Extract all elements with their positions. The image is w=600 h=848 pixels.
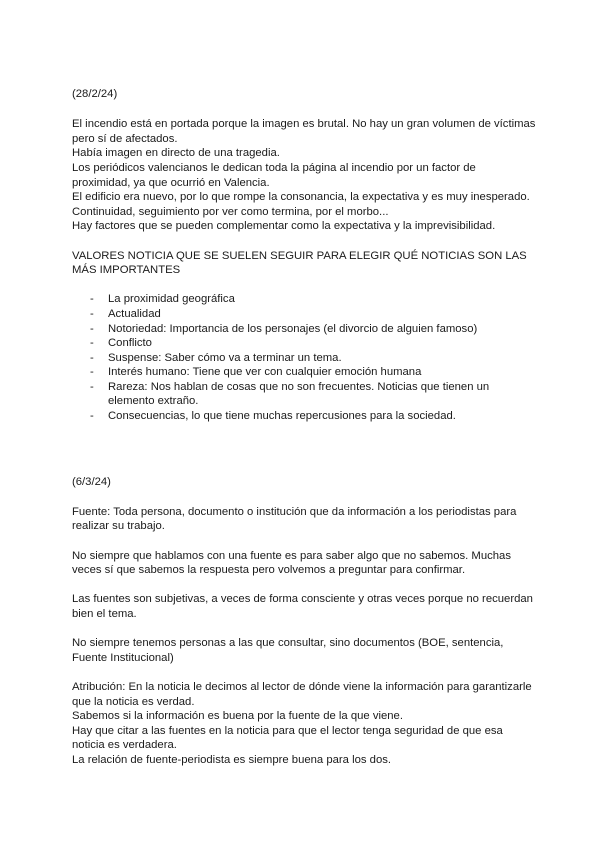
paragraph-no-siempre-2: No siempre tenemos personas a las que consultar, sino documentos (BOE, sentencia, Fuente Institucional) bbox=[72, 637, 504, 664]
paragraph-line: Había imagen en directo de una tragedia. bbox=[72, 147, 280, 160]
section-2 bbox=[72, 475, 532, 768]
bullet-dash: - bbox=[90, 322, 94, 335]
bullet-dash: - bbox=[90, 337, 94, 350]
paragraph-no-siempre-1: No siempre que hablamos con una fuente es para saber algo que no sabemos. Muchas veces sí que sabemos la respuesta pero volvemos a preguntar para confirmar. bbox=[72, 549, 511, 577]
section-1 bbox=[72, 87, 536, 424]
paragraph-atribucion: Atribución: En la noticia le decimos al lector de dónde viene la información para garantizarle que la noticia es verdad. Sabemos si la información es buena por la fuente de la que viene. Hay que citar a las fuentes en la noticia para que el lector tenga seguridad de que esa noticia es verdadera. La relación de fuente-periodista es siempre buena para los dos. bbox=[72, 680, 532, 766]
bullet-dash: - bbox=[90, 380, 94, 393]
list-item: - Notoriedad: Importancia de los personajes (el divorcio de alguien famoso) bbox=[90, 322, 478, 335]
list-item: - La proximidad geográfica bbox=[90, 293, 235, 306]
heading-line: MÁS IMPORTANTES bbox=[72, 264, 181, 277]
bullet-dash: - bbox=[90, 410, 94, 423]
paragraph-subjetivas: Las fuentes son subjetivas, a veces de forma consciente y otras veces porque no recuerdan bien el tema. bbox=[72, 593, 533, 620]
news-values-heading bbox=[72, 249, 532, 278]
paragraph-line: Los periódicos valencianos le dedican toda la página al incendio por un factor de bbox=[72, 161, 476, 174]
paragraph-line: Continuidad, seguimiento por ver como termina, por el morbo... bbox=[72, 205, 389, 218]
section-2-date: (6/3/24) bbox=[72, 475, 111, 488]
heading-line: VALORES NOTICIA QUE SE SUELEN SEGUIR PARA ELEGIR QUÉ NOTICIAS SON LAS bbox=[72, 249, 527, 262]
bullet-dash: - bbox=[90, 366, 94, 379]
paragraph-line: El incendio está en portada porque la imagen es brutal. No hay un gran volumen de víctimas bbox=[72, 118, 536, 131]
list-item: - Actualidad bbox=[90, 307, 161, 320]
paragraph-line: Hay factores que se pueden complementar como la expectativa y la imprevisibilidad. bbox=[72, 220, 496, 233]
bullet-dash: - bbox=[90, 351, 94, 364]
section-1-date: (28/2/24) bbox=[72, 88, 118, 100]
list-item: - Suspense: Saber cómo va a terminar un tema. bbox=[90, 351, 342, 364]
bullet-dash: - bbox=[90, 293, 94, 306]
list-item: - Interés humano: Tiene que ver con cualquier emoción humana bbox=[90, 366, 422, 379]
news-values-list bbox=[72, 292, 532, 423]
paragraph-fuente: Fuente: Toda persona, documento o institución que da información a los periodistas para realizar su trabajo. bbox=[72, 505, 517, 533]
paragraph-line: pero sí de afectados. bbox=[72, 132, 178, 145]
list-item: - Rareza: Nos hablan de cosas que no son frecuentes. Noticias que tienen un elemento extraño. bbox=[90, 380, 490, 408]
paragraph-line: proximidad, ya que ocurrió en Valencia. bbox=[72, 176, 270, 189]
document-page bbox=[72, 87, 536, 768]
paragraph-line: El edificio era nuevo, por lo que rompe la consonancia, la expectativa y es muy inesperado. bbox=[72, 191, 530, 204]
list-item: - Consecuencias, lo que tiene muchas repercusiones para la sociedad. bbox=[90, 410, 456, 423]
list-item: - Conflicto bbox=[90, 337, 152, 350]
section-1-paragraph bbox=[72, 117, 536, 234]
bullet-dash: - bbox=[90, 307, 94, 320]
